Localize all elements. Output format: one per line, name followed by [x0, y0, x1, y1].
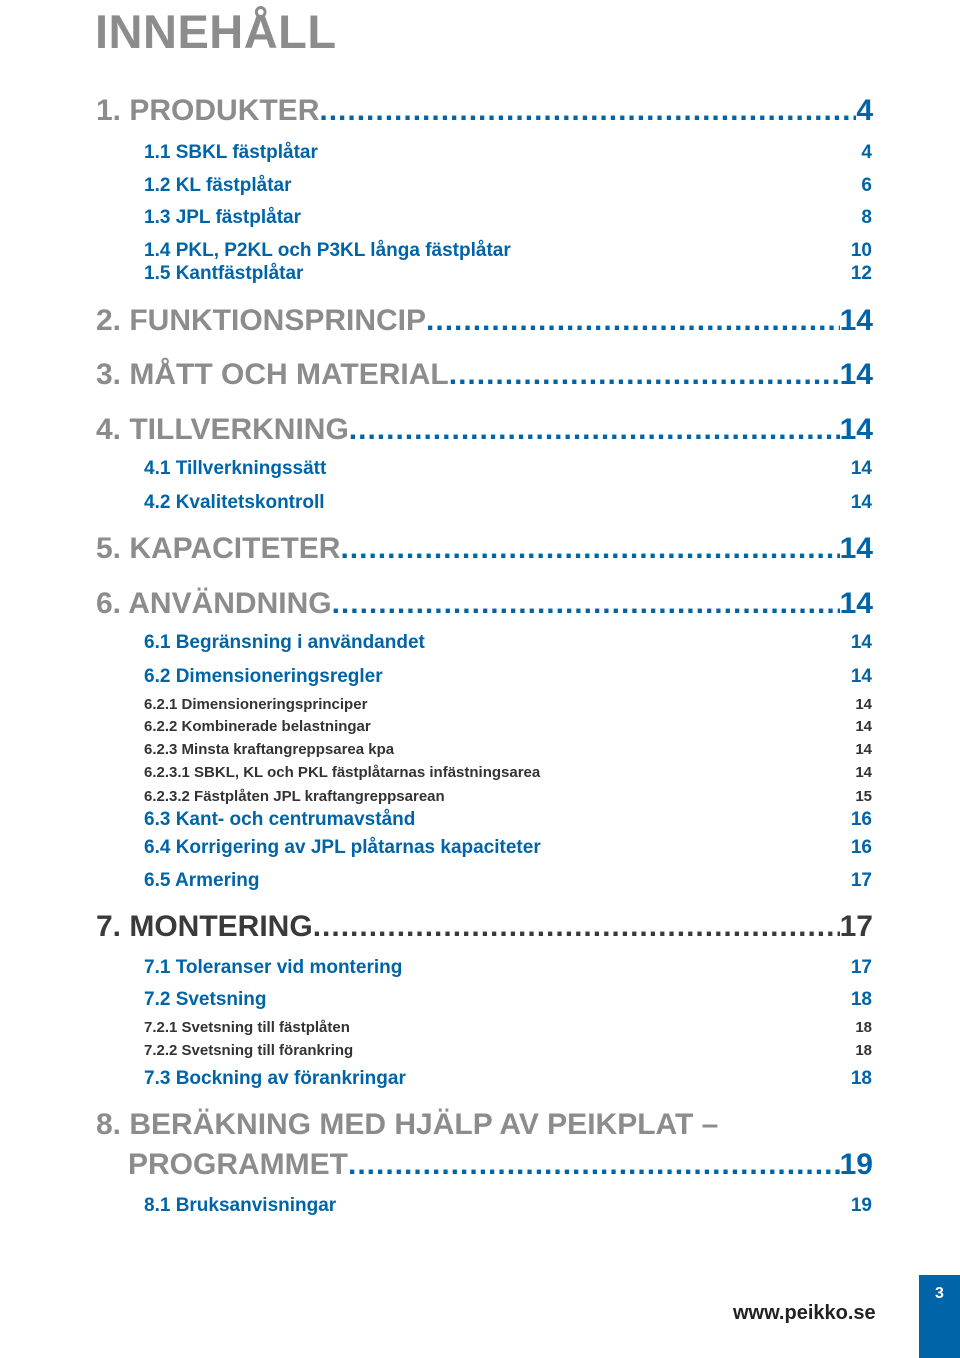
toc-entry-2[interactable]	[96, 302, 873, 340]
toc-entry-1-5[interactable]	[144, 261, 872, 287]
toc-entry-title: 1.1 SBKL fästplåtar	[144, 142, 318, 163]
toc-entry-6-2-3[interactable]	[144, 739, 872, 761]
toc-entry-7-3[interactable]	[144, 1066, 872, 1092]
toc-entry-title: 6.2 Dimensioneringsregler	[144, 666, 383, 687]
toc-leader-dots	[349, 411, 840, 449]
toc-entry-title: 6.2.3 Minsta kraftangreppsarea kpa	[144, 741, 395, 758]
toc-entry-title: 1.2 KL fästplåtar	[144, 175, 292, 196]
toc-entry-title: 2. FUNKTIONSPRINCIP	[96, 304, 427, 337]
toc-entry-title: 1.4 PKL, P2KL och P3KL långa fästplåtar	[144, 240, 511, 261]
toc-entry-title: 7.1 Toleranser vid montering	[144, 957, 403, 978]
toc-entry-title: 8.1 Bruksanvisningar	[144, 1195, 337, 1216]
toc-entry-title: 6.4 Korrigering av JPL plåtarnas kapaciteter	[144, 837, 541, 858]
toc-page-number: 8	[861, 207, 872, 228]
toc-page-number: 18	[855, 1019, 872, 1036]
toc-entry-7-2-1[interactable]	[144, 1017, 872, 1039]
toc-page-number: 4	[856, 94, 873, 127]
toc-entry-3[interactable]	[96, 356, 873, 394]
toc-entry-title: 6.5 Armering	[144, 870, 260, 891]
toc-entry-title: 4.2 Kvalitetskontroll	[144, 492, 325, 513]
toc-leader-dots	[319, 92, 856, 130]
toc-page-number: 10	[850, 240, 872, 261]
toc-entry-7-2-2[interactable]	[144, 1040, 872, 1062]
toc-entry-1[interactable]	[96, 92, 873, 130]
toc-entry-title: PROGRAMMET	[128, 1148, 348, 1181]
toc-entry-1-3[interactable]	[144, 205, 872, 231]
toc-entry-title: 4.1 Tillverkningssätt	[144, 458, 327, 479]
toc-entry-6-3[interactable]	[144, 807, 872, 833]
toc-entry-8-line1[interactable]	[96, 1106, 873, 1144]
toc-page-number: 17	[850, 957, 872, 978]
toc-page-number: 18	[850, 989, 872, 1010]
toc-entry-title: 7. MONTERING	[96, 910, 313, 943]
toc-page-number: 14	[839, 304, 873, 337]
footer-website-link[interactable]: www.peikko.se	[733, 1302, 876, 1324]
toc-page-number: 4	[861, 142, 872, 163]
toc-entry-title: 8. BERÄKNING MED HJÄLP AV PEIKPLAT –	[96, 1108, 719, 1141]
toc-entry-7-1[interactable]	[144, 955, 872, 981]
toc-entry-4[interactable]	[96, 411, 873, 449]
toc-page-number: 14	[855, 718, 872, 735]
toc-page-number: 14	[850, 632, 872, 653]
toc-entry-title: 6.2.3.1 SBKL, KL och PKL fästplåtarnas infästningsarea	[144, 764, 541, 781]
page-number-badge	[919, 1275, 960, 1358]
toc-page-number: 17	[850, 870, 872, 891]
toc-entry-6[interactable]	[96, 585, 873, 623]
toc-page-number: 14	[855, 764, 872, 781]
toc-page-number: 14	[839, 358, 873, 391]
toc-page-number: 14	[850, 492, 872, 513]
toc-entry-5[interactable]	[96, 530, 873, 568]
toc-page-number: 19	[850, 1195, 872, 1216]
toc-entry-6-2[interactable]	[144, 664, 872, 690]
toc-page-number: 14	[855, 741, 872, 758]
toc-leader-dots	[348, 1146, 840, 1184]
toc-page-number: 14	[839, 532, 873, 565]
toc-entry-6-1[interactable]	[144, 630, 872, 656]
toc-page-number: 6	[861, 175, 872, 196]
toc-entry-title: 6.2.1 Dimensioneringsprinciper	[144, 696, 368, 713]
toc-entry-title: 1.3 JPL fästplåtar	[144, 207, 302, 228]
toc-entry-title: 7.2.1 Svetsning till fästplåten	[144, 1019, 350, 1036]
page-title: INNEHÅLL	[95, 5, 337, 58]
toc-entry-title: 3. MÅTT OCH MATERIAL	[96, 358, 449, 391]
toc-page-number: 18	[850, 1068, 872, 1089]
toc-page-number: 14	[850, 458, 872, 479]
toc-page-number: 17	[839, 910, 873, 943]
toc-entry-6-4[interactable]	[144, 835, 872, 861]
toc-page-number: 12	[850, 263, 872, 284]
toc-entry-title: 6.2.3.2 Fästplåten JPL kraftangreppsarean	[144, 788, 445, 805]
toc-entry-title: 7.2.2 Svetsning till förankring	[144, 1042, 354, 1059]
toc-page-number: 14	[855, 696, 872, 713]
toc-leader-dots	[332, 585, 840, 623]
toc-entry-title: 4. TILLVERKNING	[96, 413, 349, 446]
toc-leader-dots	[426, 302, 840, 340]
toc-entry-6-2-2[interactable]	[144, 716, 872, 738]
toc-entry-4-2[interactable]	[144, 490, 872, 516]
toc-entry-title: 6.1 Begränsning i användandet	[144, 632, 425, 653]
toc-entry-7[interactable]	[96, 908, 873, 946]
toc-entry-title: 1. PRODUKTER	[96, 94, 320, 127]
toc-page-number: 14	[839, 587, 873, 620]
toc-entry-title: 6.3 Kant- och centrumavstånd	[144, 809, 416, 830]
toc-entry-7-2[interactable]	[144, 987, 872, 1013]
toc-leader-dots	[449, 356, 840, 394]
page-number: 3	[935, 1285, 944, 1302]
toc-page-number: 14	[839, 413, 873, 446]
toc-entry-title: 5. KAPACITETER	[96, 532, 341, 565]
toc-entry-6-2-3-2[interactable]	[144, 786, 872, 808]
toc-entry-title: 1.5 Kantfästplåtar	[144, 263, 304, 284]
toc-page-number: 18	[855, 1042, 872, 1059]
toc-entry-6-5[interactable]	[144, 868, 872, 894]
toc-entry-title: 7.3 Bockning av förankringar	[144, 1068, 406, 1089]
toc-entry-6-2-1[interactable]	[144, 694, 872, 716]
toc-entry-8-line2[interactable]	[128, 1146, 873, 1184]
toc-page-number: 16	[850, 809, 872, 830]
toc-entry-1-2[interactable]	[144, 173, 872, 199]
toc-page-number: 19	[839, 1148, 873, 1181]
toc-page-number: 16	[850, 837, 872, 858]
toc-leader-dots	[313, 908, 840, 946]
toc-entry-8-1[interactable]	[144, 1193, 872, 1219]
toc-entry-6-2-3-1[interactable]	[144, 762, 872, 784]
toc-page-number: 14	[850, 666, 872, 687]
toc-entry-1-1[interactable]	[144, 140, 872, 166]
toc-entry-title: 7.2 Svetsning	[144, 989, 267, 1010]
toc-entry-title: 6.2.2 Kombinerade belastningar	[144, 718, 371, 735]
toc-entry-title: 6. ANVÄNDNING	[96, 587, 332, 620]
toc-entry-4-1[interactable]	[144, 456, 872, 482]
toc-page-number: 15	[855, 788, 872, 805]
toc-leader-dots	[340, 530, 839, 568]
